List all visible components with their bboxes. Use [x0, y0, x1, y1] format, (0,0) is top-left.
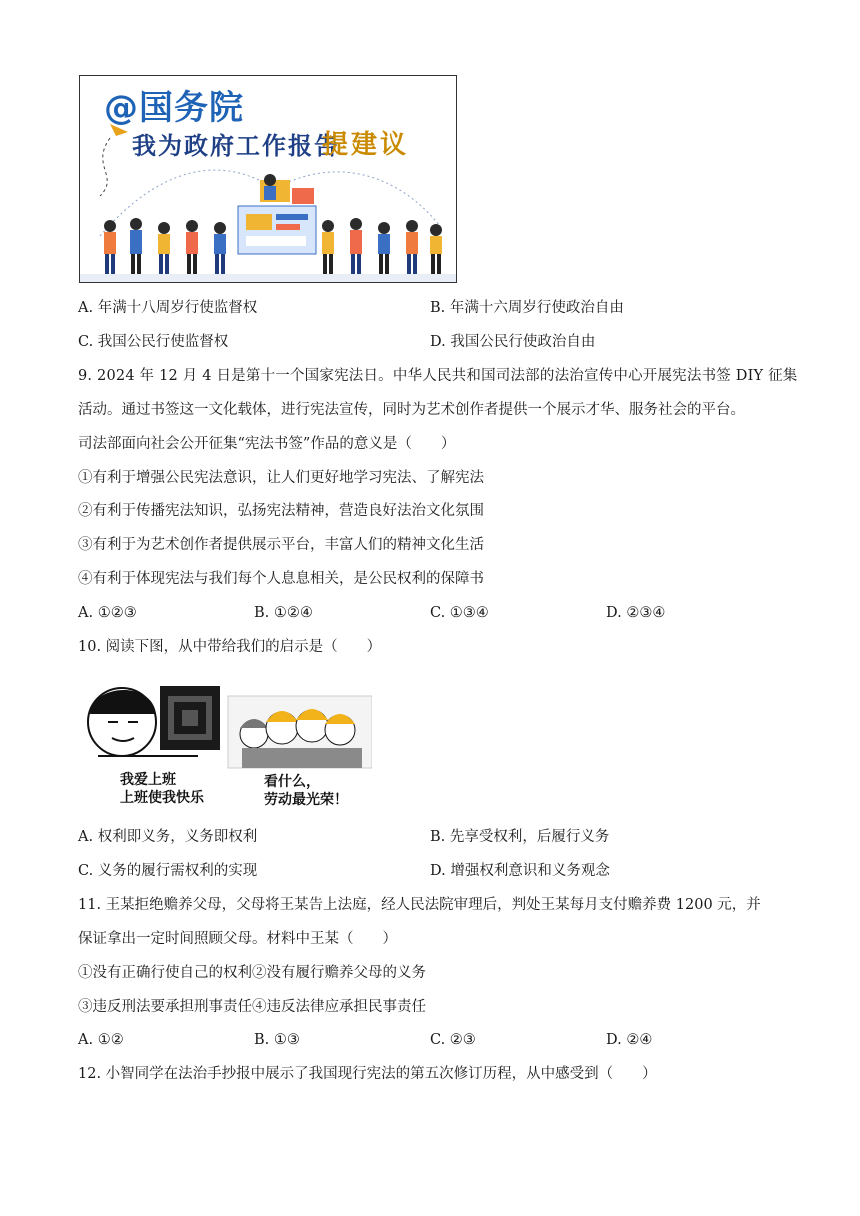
left-caption-line-2: 上班使我快乐	[120, 790, 204, 806]
q11-option-d: D. ②④	[606, 1032, 653, 1048]
q9-option-a: A. ①②③	[78, 605, 137, 621]
q9-option-b: B. ①②④	[254, 605, 313, 621]
image-highlight: 提建议	[322, 130, 410, 160]
government-report-suggestion-image	[79, 75, 457, 283]
q10-option-c: C. 义务的履行需权利的实现	[78, 863, 258, 879]
q11-option-c: C. ②③	[430, 1032, 476, 1048]
q8-option-a: A. 年满十八周岁行使监督权	[78, 300, 258, 316]
q9-option-c: C. ①③④	[430, 605, 489, 621]
q11-stem-line-2: 保证拿出一定时间照顾父母。材料中王某（ ）	[78, 931, 397, 947]
q8-option-d: D. 我国公民行使政治自由	[430, 334, 596, 350]
q9-statement-4: ④有利于体现宪法与我们每个人息息相关，是公民权利的保障书	[78, 571, 484, 587]
right-caption-line-2: 劳动最光荣！	[264, 792, 348, 808]
left-caption-line-1: 我爱上班	[120, 772, 176, 788]
image-title: @国务院	[104, 88, 244, 128]
q11-stem-line-1: 11. 王某拒绝赡养父母，父母将王某告上法庭，经人民法院审理后，判处王某每月支付赡养费 1200 元，并	[78, 897, 761, 913]
q9-stem-line-2: 活动。通过书签这一文化载体，进行宪法宣传，同时为艺术创作者提供一个展示才华、服务社会的平台。	[78, 402, 745, 418]
q9-statement-1: ①有利于增强公民宪法意识，让人们更好地学习宪法、了解宪法	[78, 470, 484, 486]
q10-stem: 10. 阅读下图，从中带给我们的启示是（ ）	[78, 639, 382, 655]
q9-option-d: D. ②③④	[606, 605, 666, 621]
q11-statements-2: ③违反刑法要承担刑事责任④违反法律应承担民事责任	[78, 999, 426, 1015]
work-meme-image	[78, 670, 372, 810]
q11-option-b: B. ①③	[254, 1032, 300, 1048]
q10-option-d: D. 增强权利意识和义务观念	[430, 863, 610, 879]
q9-statement-3: ③有利于为艺术创作者提供展示平台，丰富人们的精神文化生活	[78, 537, 484, 553]
q10-option-b: B. 先享受权利，后履行义务	[430, 829, 610, 845]
q9-stem-line-1: 9. 2024 年 12 月 4 日是第十一个国家宪法日。中华人民共和国司法部的法治宣传中心开展宪法书签 DIY 征集	[78, 368, 798, 384]
q11-statements-1: ①没有正确行使自己的权利②没有履行赡养父母的义务	[78, 965, 426, 981]
meme-drawings	[78, 670, 372, 770]
q12-stem: 12. 小智同学在法治手抄报中展示了我国现行宪法的第五次修订历程，从中感受到（ ）	[78, 1066, 657, 1082]
image-subtitle: 我为政府工作报告	[132, 132, 340, 160]
q8-option-b: B. 年满十六周岁行使政治自由	[430, 300, 624, 316]
q9-stem-line-3: 司法部面向社会公开征集“宪法书签”作品的意义是（ ）	[78, 436, 456, 452]
q9-statement-2: ②有利于传播宪法知识，弘扬宪法精神，营造良好法治文化氛围	[78, 503, 484, 519]
q8-option-c: C. 我国公民行使监督权	[78, 334, 229, 350]
right-caption-line-1: 看什么，	[264, 774, 320, 790]
q11-option-a: A. ①②	[78, 1032, 124, 1048]
q10-option-a: A. 权利即义务，义务即权利	[78, 829, 258, 845]
people-illustration	[80, 76, 456, 282]
